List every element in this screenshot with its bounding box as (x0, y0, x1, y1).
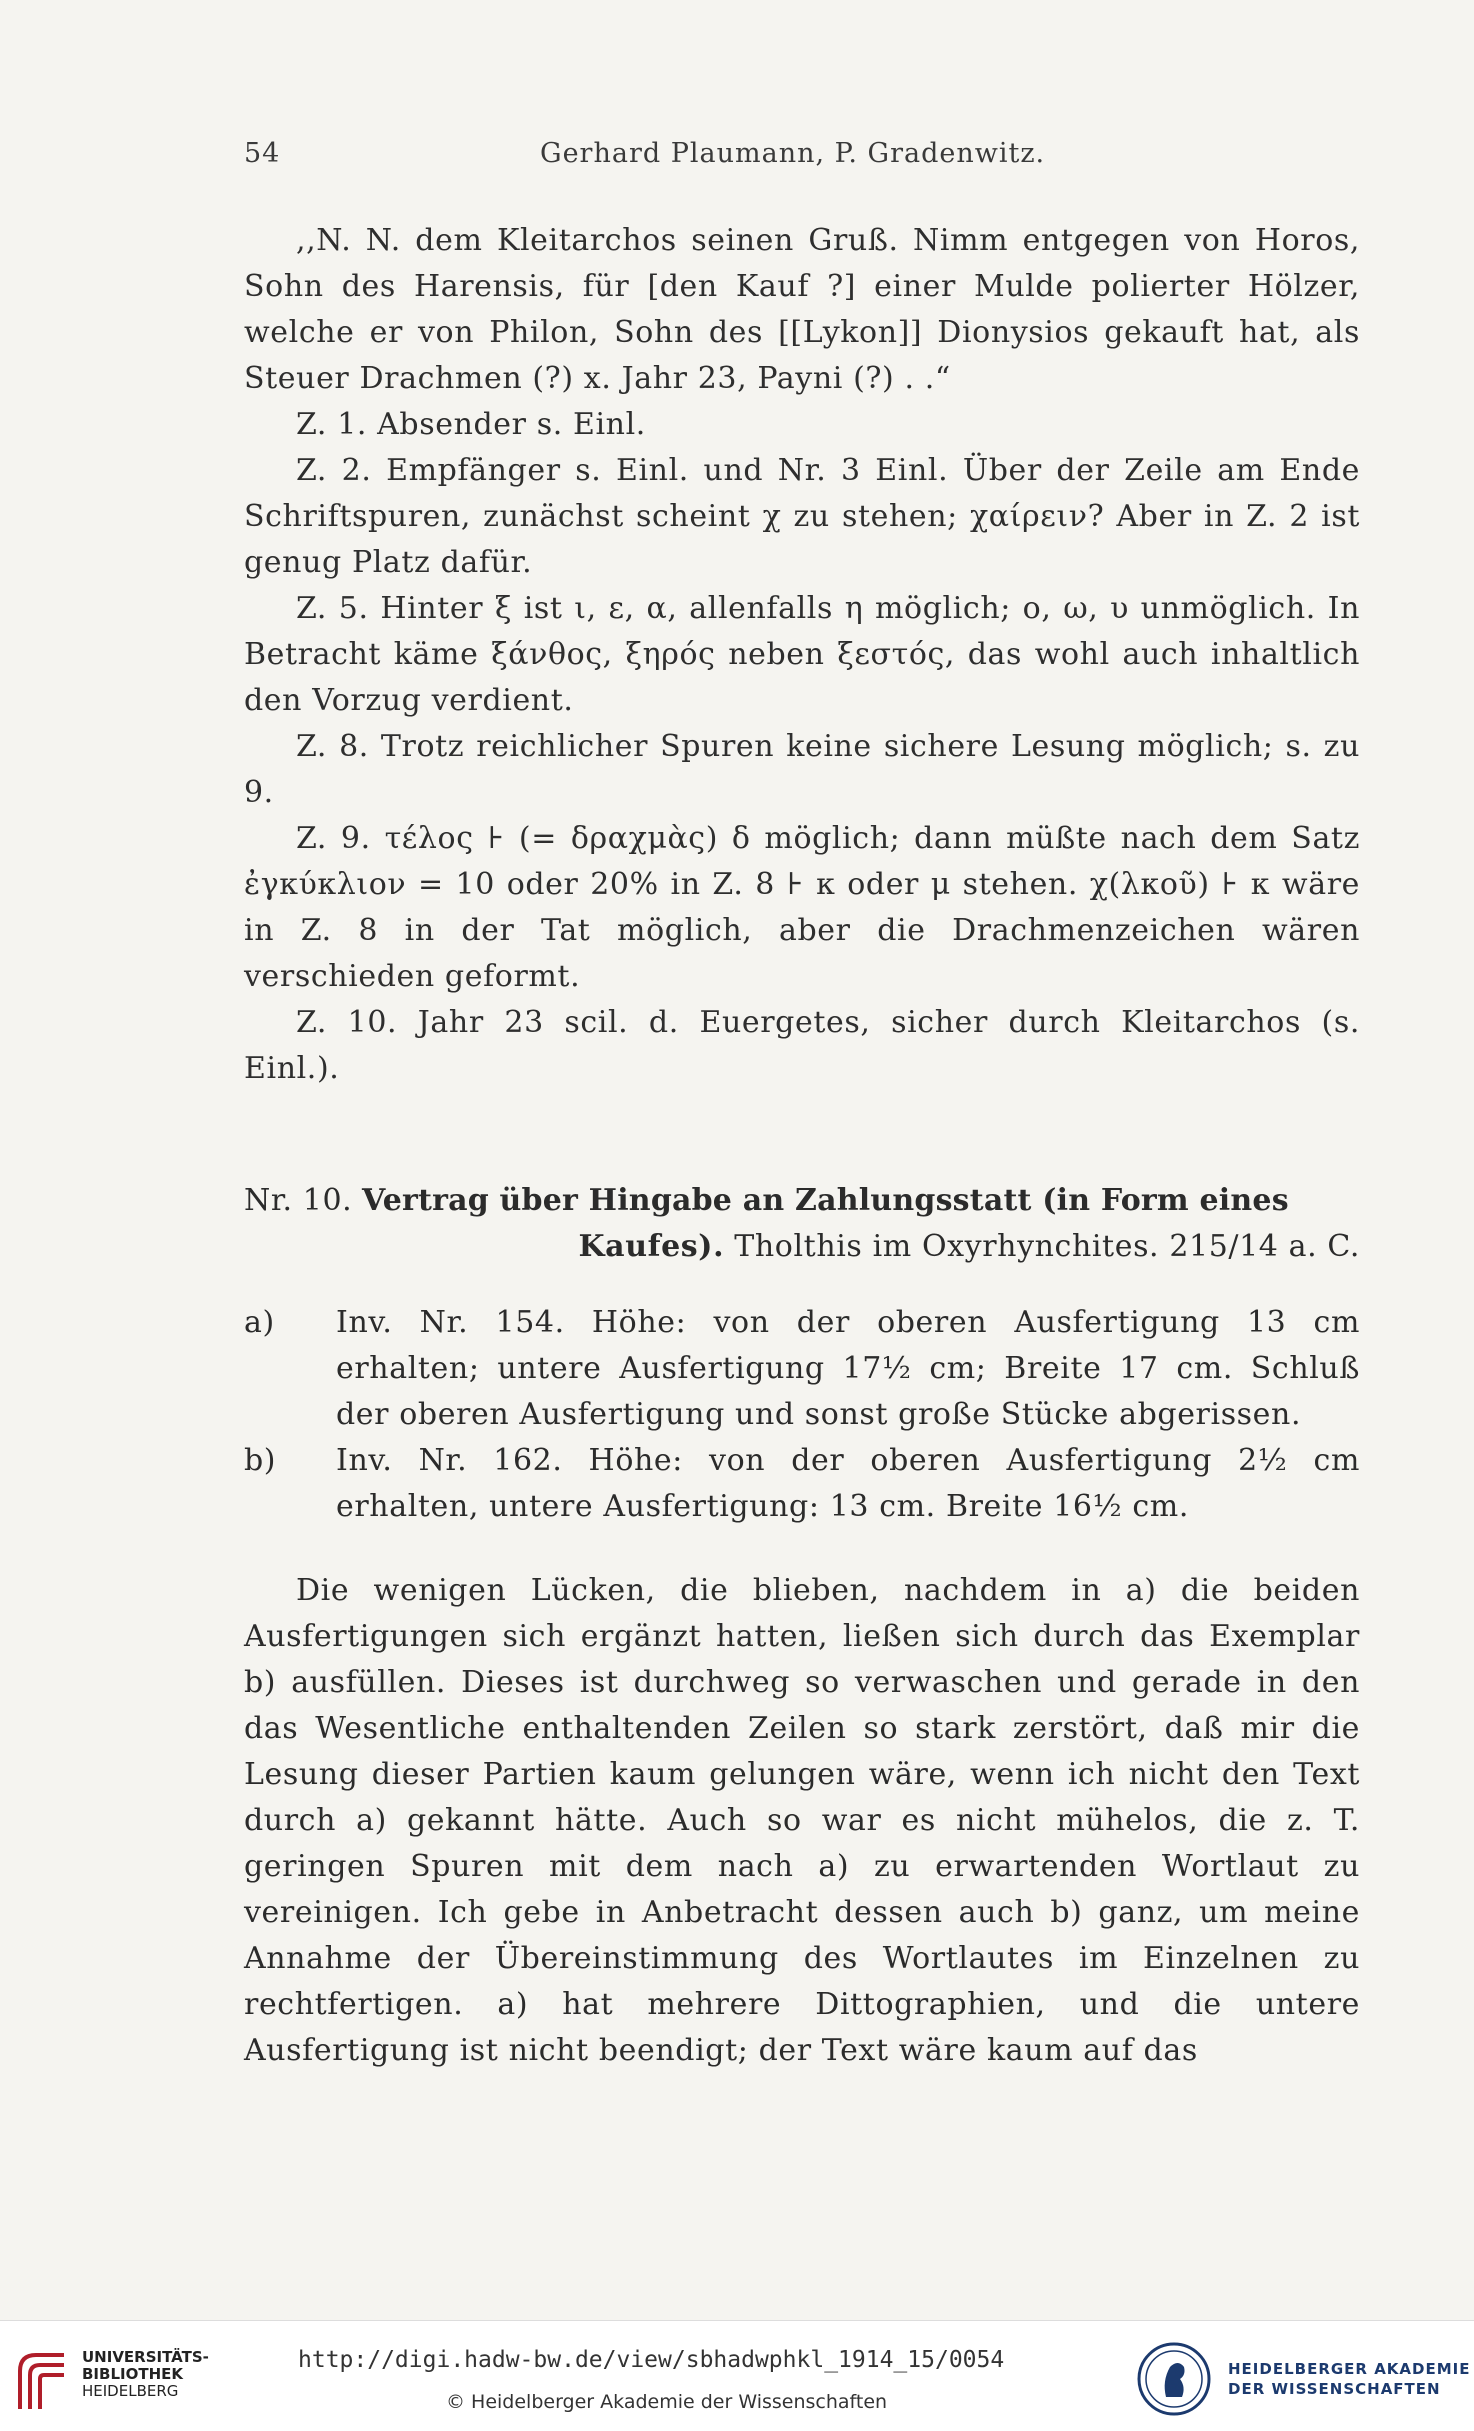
section-title-line2: Kaufes). Tholthis im Oxyrhynchites. 215/14 a. C. (578, 1229, 1360, 1264)
section-title-line1: Vertrag über Hingabe an Zahlungsstatt (in Form eines (362, 1183, 1289, 1218)
commentary-block (244, 218, 1360, 1092)
note-z8: Z. 8. Trotz reichlicher Spuren keine sichere Lesung möglich; s. zu 9. (244, 729, 1360, 810)
inventory-list (244, 1300, 1360, 1530)
item-label: a) (244, 1305, 275, 1340)
library-name: UNIVERSITÄTS- BIBLIOTHEK HEIDELBERG (82, 2348, 209, 2400)
item-label: b) (244, 1443, 277, 1478)
copyright-notice: © Heidelberger Akademie der Wissenschaften (446, 2391, 888, 2413)
body-text: Die wenigen Lücken, die blieben, nachdem in a) die beiden Ausfertigungen sich ergänzt hatten, ließen sich durch das Exemplar b) ausfüllen. Dieses ist durchweg so verwaschen und gerade in den das Wesentliche enthaltenden Zeilen so stark zerstört, daß mir die Lesung dieser Partien kaum gelungen wäre, wenn ich nicht den Text durch a) gekannt hätte. Auch so war es nicht mühelos, die z. T. geringen Spuren mit dem nach a) zu erwartenden Wortlaut zu vereinigen. Ich gebe in Anbetracht dessen auch b) ganz, um meine Annahme der Übereinstimmung des Wortlautes im Einzelnen zu rechtfertigen. a) hat mehrere Dittographien, und die untere Ausfertigung ist nicht beendigt; der Text wäre kaum auf das (244, 1573, 1360, 2068)
digitization-footer (0, 2320, 1474, 2431)
page-number: 54 (244, 138, 281, 169)
note-z10: Z. 10. Jahr 23 scil. d. Euergetes, sicher durch Kleitarchos (s. Einl.). (244, 1005, 1360, 1086)
item-text: Inv. Nr. 154. Höhe: von der oberen Ausfertigung 13 cm erhalten; untere Ausfertigung 17½ cm; Breite 17 cm. Schluß der oberen Ausfertigung und sonst große Stücke abgerissen. (336, 1305, 1360, 1432)
note-z5: Z. 5. Hinter ξ ist ι, ε, α, allenfalls η möglich; ο, ω, υ unmöglich. In Betracht käme ξάνθος, ξηρός neben ξεστός, das wohl auch inhaltlich den Vorzug verdient. (244, 591, 1360, 718)
academy-name: HEIDELBERGER AKADEMIE DER WISSENSCHAFTEN (1228, 2360, 1471, 2398)
note-z9: Z. 9. τέλος ⊦ (= δραχμὰς) δ möglich; dann müßte nach dem Satz ἐγκύκλιον = 10 oder 20% in Z. 8 ⊦ κ oder μ stehen. χ(λκοῦ) ⊦ κ wäre in Z. 8 in der Tat möglich, aber die Drachmenzeichen wären verschieden geformt. (244, 821, 1360, 994)
list-item (244, 1438, 1360, 1530)
running-title: Gerhard Plaumann, P. Gradenwitz. (540, 138, 1046, 169)
note-z2: Z. 2. Empfänger s. Einl. und Nr. 3 Einl. Über der Zeile am Ende Schriftspuren, zunächst scheint χ zu stehen; χαίρειν? Aber in Z. 2 ist genug Platz dafür. (244, 453, 1360, 580)
body-paragraph (244, 1568, 1360, 2074)
academy-seal-icon (1136, 2341, 1212, 2417)
permalink[interactable]: http://digi.hadw-bw.de/view/sbhadwphkl_1914_15/0054 (298, 2347, 1005, 2373)
note-z1: Z. 1. Absender s. Einl. (296, 407, 646, 442)
item-text: Inv. Nr. 162. Höhe: von der oberen Ausfertigung 2½ cm erhalten, untere Ausfertigung: 13 cm. Breite 16½ cm. (336, 1443, 1360, 1524)
list-item (244, 1300, 1360, 1438)
university-library-logo-icon (14, 2351, 72, 2411)
section-number: Nr. 10. (244, 1183, 353, 1218)
translation-paragraph: ,,N. N. dem Kleitarchos seinen Gruß. Nimm entgegen von Horos, Sohn des Harensis, für [den Kauf ?] einer Mulde polierter Hölzer, welche er von Philon, Sohn des [[Lykon]] Dionysios gekauft hat, als Steuer Drachmen (?) x. Jahr 23, Payni (?) . .“ (244, 223, 1360, 396)
